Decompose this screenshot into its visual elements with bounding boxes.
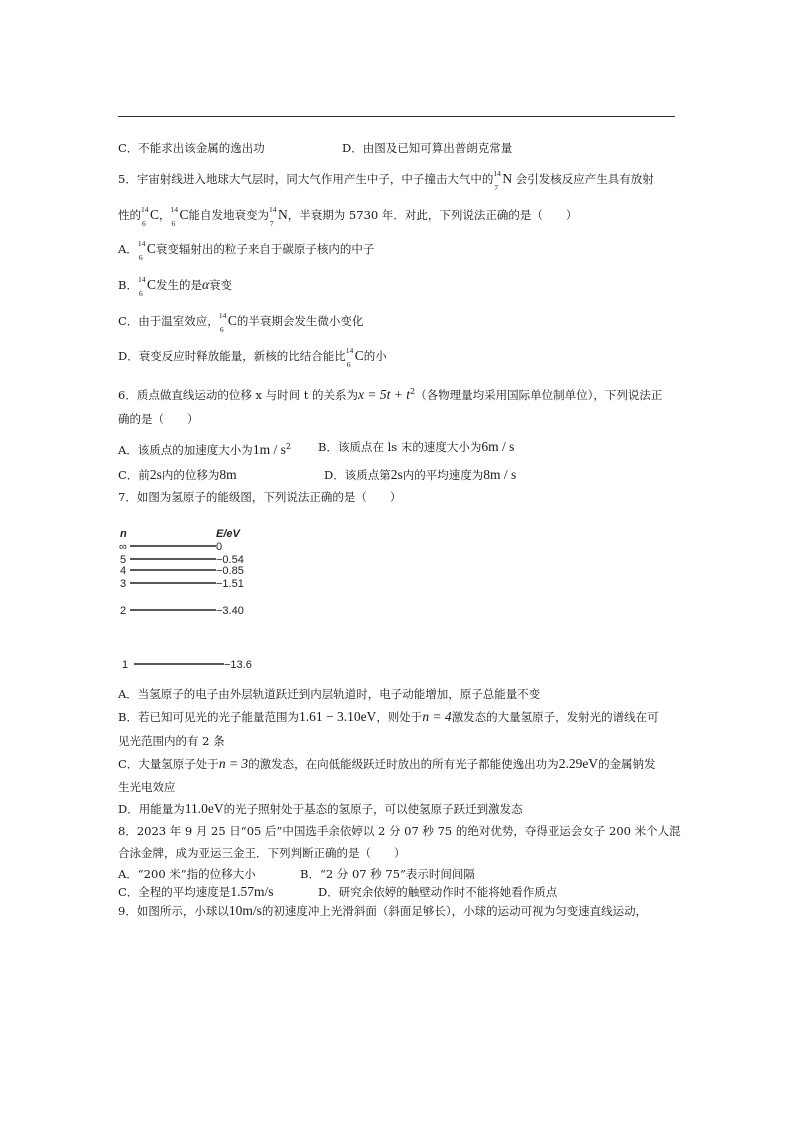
- q6-option-d: D．该质点第2s内的平均速度为8m / s: [324, 467, 517, 482]
- q6-option-a: A．该质点的加速度大小为$1m / s^2$: [118, 441, 291, 457]
- q6-stem-line2: 确的是（ ）: [118, 412, 199, 426]
- q7-stem: 7．如图为氢原子的能级图，下列说法正确的是（ ）: [118, 490, 402, 504]
- svg-text:1: 1: [122, 659, 129, 671]
- q8-option-a: A．“200 米”指的位移大小: [118, 867, 256, 881]
- q6-formula: x = 5t + t: [358, 386, 411, 402]
- nuclide-c14: 14 6 C: [137, 275, 156, 298]
- svg-text:−1.51: −1.51: [216, 578, 244, 590]
- q8-option-d: D．研究余依婷的触壁动作时不能将她看作质点: [318, 885, 558, 899]
- energy-level-2: [120, 605, 244, 617]
- svg-text:3: 3: [120, 578, 127, 590]
- q5-option-b: B． 14 6 C发生的是α衰变: [118, 275, 233, 298]
- svg-text:−0.85: −0.85: [216, 565, 244, 577]
- energy-axis-label: E/eV: [216, 528, 240, 540]
- q6-option-c: C．前2s内的位移为8m: [118, 467, 237, 482]
- q4-option-d-row: [342, 140, 512, 156]
- q7-option-c-line2: 生光电效应: [118, 780, 176, 794]
- energy-level-diagram: [118, 524, 278, 674]
- q4-option-d: D．由图及已知可算出普朗克常量: [342, 141, 513, 155]
- q9-stem: 9．如图所示，小球以10m/s的初速度冲上光滑斜面（斜面足够长），小球的运动可视为匀变速直线运动，: [118, 903, 648, 918]
- nuclide-n14: 14 7 N: [493, 169, 513, 192]
- svg-text:−0.54: −0.54: [216, 554, 244, 566]
- nuclide-c14: 14 6 C: [218, 311, 237, 334]
- nuclide-c14: 14 6 C: [137, 239, 156, 262]
- q5-option-a: A． 14 6 C衰变辐射出的粒子来自于碳原子核内的中子: [118, 239, 375, 262]
- q5-stem-line2: 性的 14 6 C， 14 6 C能自发地衰变为 14 7 N，半衰期为 5730 年．对此，下列说法正确的是（ ）: [118, 205, 578, 228]
- svg-text:5: 5: [120, 554, 127, 566]
- q5-stem-text: 会引发核反应产生具有放射: [515, 172, 654, 186]
- q8-stem-line2: 合泳金牌，成为亚运三金王．下列判断正确的是（ ）: [118, 846, 406, 860]
- q5-stem-text: 5．宇宙射线进入地球大气层时，同大气作用产生中子，中子撞击大气中的: [118, 172, 494, 186]
- svg-text:∞: ∞: [119, 541, 127, 553]
- energy-level-1: [122, 659, 252, 671]
- q5-stem-line1: [118, 169, 654, 192]
- q6-stem-line1: 6．质点做直线运动的位移 x 与时间 t 的关系为$x = 5t + t^2$（各物理量均采用国际单位制单位），下列说法正: [118, 386, 663, 402]
- energy-level-4: [120, 565, 244, 577]
- q7-option-a: A．当氢原子的电子由外层轨道跃迁到内层轨道时，电子动能增加，原子总能量不变: [118, 687, 541, 701]
- energy-level-inf: [119, 541, 222, 553]
- energy-level-3: [120, 578, 244, 590]
- nuclide-c14: 14 6 C: [141, 205, 160, 228]
- q7-option-b-line1: B．若已知可见光的光子能量范围为1.61 − 3.10eV，则处于n = 4激发态的大量氢原子，发射光的谱线在可: [118, 709, 659, 724]
- q6-option-b: B．该质点在 ls 末的速度大小为6m / s: [318, 439, 515, 454]
- q5-option-d: D．衰变反应时释放能量，新核的比结合能比 14 6 C的小: [118, 346, 387, 369]
- n-axis-label: n: [120, 528, 127, 540]
- q4-option-c: C．不能求出该金属的逸出功: [118, 141, 265, 155]
- q8-stem-line1: 8．2023 年 9 月 25 日“05 后”中国选手余依婷以 2 分 07 秒 75 的绝对优势，夺得亚运会女子 200 米个人混: [118, 824, 681, 838]
- q7-option-d: D．用能量为11.0eV的光子照射处于基态的氢原子，可以使氢原子跃迁到激发态: [118, 801, 523, 816]
- nuclide-n14: 14 7 N: [269, 205, 288, 228]
- svg-text:0: 0: [216, 541, 223, 553]
- q8-option-b: B．“2 分 07 秒 75”表示时间间隔: [300, 867, 475, 881]
- nuclide-c14: 14 6 C: [170, 205, 189, 228]
- q7-option-c-line1: C．大量氢原子处于n = 3的激发态，在向低能级跃迁时放出的所有光子都能使逸出功为2.29eV的金属钠发: [118, 756, 656, 771]
- svg-text:4: 4: [120, 565, 127, 577]
- svg-text:−13.6: −13.6: [224, 659, 252, 671]
- q5-option-c: C．由于温室效应， 14 6 C的半衰期会发生微小变化: [118, 311, 364, 334]
- svg-text:−3.40: −3.40: [216, 605, 244, 617]
- nuclide-c14: 14 6 C: [345, 346, 364, 369]
- q8-option-c: C．全程的平均速度是1.57m/s: [118, 884, 274, 899]
- svg-text:2: 2: [120, 605, 127, 617]
- q4-option-row: [118, 140, 265, 156]
- q7-option-b-line2: 见光范围内的有 2 条: [118, 734, 225, 748]
- header-rule: [118, 116, 675, 117]
